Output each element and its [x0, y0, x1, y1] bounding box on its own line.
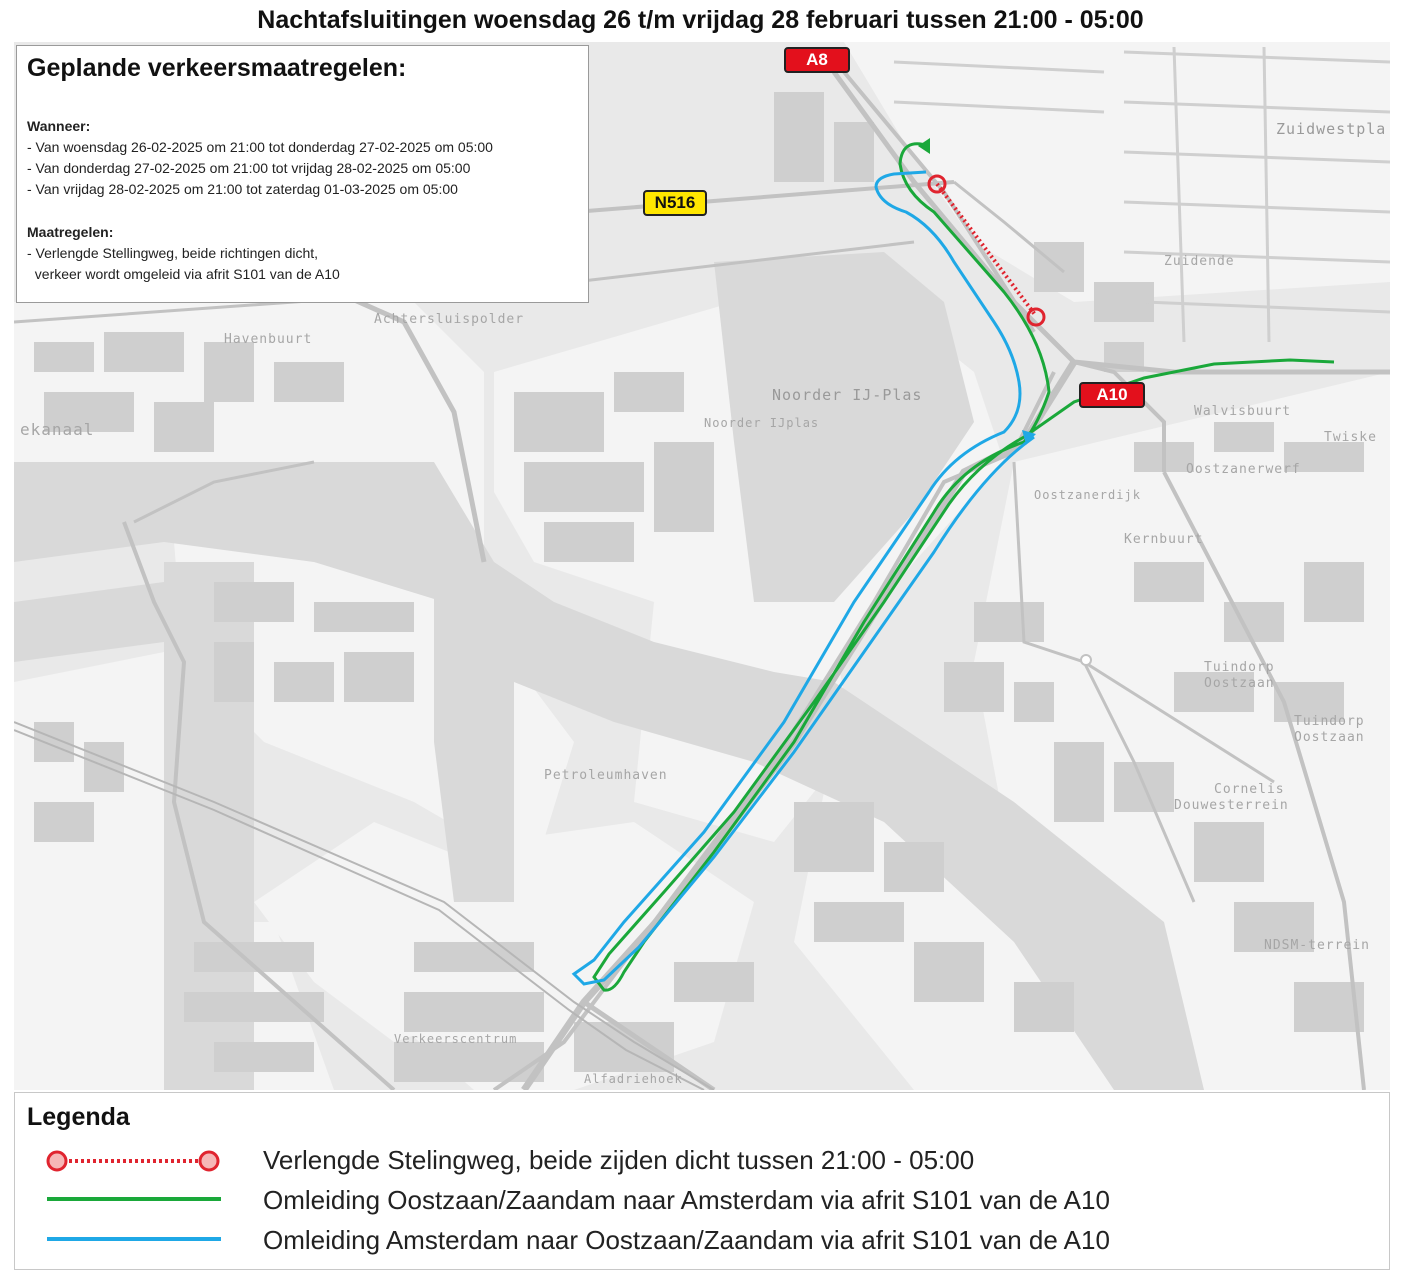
legend-item-green: [15, 1181, 1385, 1221]
legend-item-closure: [15, 1141, 1385, 1181]
place-label-havenbuurt: Havenbuurt: [224, 332, 313, 347]
road-shield-a10: A10: [1079, 382, 1145, 408]
page-title: Nachtafsluitingen woensdag 26 t/m vrijdag 28 februari tussen 21:00 - 05:00: [257, 6, 1144, 34]
place-label-noorder-ij-plas: Noorder IJ-Plas: [772, 386, 923, 404]
place-label-achtersluispolder: Achtersluispolder: [374, 312, 525, 327]
measures-label: Maatregelen:: [27, 224, 114, 240]
road-shield-n516: N516: [643, 190, 707, 216]
measures-item: verkeer wordt omgeleid via afrit S101 van de A10: [27, 266, 340, 282]
legend-label: Omleiding Oostzaan/Zaandam naar Amsterdam via afrit S101 van de A10: [263, 1185, 1110, 1215]
place-label-kanaal: ekanaal: [20, 420, 95, 439]
place-label-noorder-ijplas: Noorder IJplas: [704, 416, 820, 430]
place-label-zuidwestpla: Zuidwestpla: [1276, 120, 1387, 138]
info-panel: [16, 45, 589, 303]
legend-title: Legenda: [27, 1103, 130, 1131]
place-label-twiske: Twiske: [1324, 430, 1377, 445]
closure-symbol: [43, 1141, 233, 1181]
measures-item: - Verlengde Stellingweg, beide richtingen dicht,: [27, 245, 319, 261]
place-label-tuindorp: Tuindorp: [1204, 660, 1275, 675]
place-label-ndsm: NDSM-terrein: [1264, 938, 1370, 953]
green-line-symbol: [43, 1181, 233, 1221]
when-label: Wanneer:: [27, 118, 91, 134]
legend-label: Omleiding Amsterdam naar Oostzaan/Zaandam via afrit S101 van de A10: [263, 1225, 1110, 1255]
place-label-walvisbuurt: Walvisbuurt: [1194, 404, 1292, 419]
place-label-verkeerscentrum: Verkeerscentrum: [394, 1032, 518, 1046]
place-label-oostzanerwerf: Oostzanerwerf: [1186, 462, 1301, 477]
legend-item-blue: [15, 1221, 1385, 1261]
place-label-kernbuurt: Kernbuurt: [1124, 532, 1204, 547]
legend-label: Verlengde Stelingweg, beide zijden dicht tussen 21:00 - 05:00: [263, 1145, 975, 1175]
place-label-douwesterrein: Douwesterrein: [1174, 798, 1289, 813]
place-label-petroleumhaven: Petroleumhaven: [544, 768, 668, 783]
blue-line-symbol: [43, 1221, 233, 1261]
when-item: - Van vrijdag 28-02-2025 om 21:00 tot zaterdag 01-03-2025 om 05:00: [27, 181, 458, 197]
info-heading: Geplande verkeersmaatregelen:: [27, 54, 407, 82]
road-shield-a8: A8: [784, 47, 850, 73]
place-label-oostzanerdijk: Oostzanerdijk: [1034, 488, 1141, 502]
measures-section: [27, 222, 340, 285]
junction-dot: [1081, 655, 1091, 665]
legend-panel: [14, 1092, 1390, 1270]
when-item: - Van donderdag 27-02-2025 om 21:00 tot vrijdag 28-02-2025 om 05:00: [27, 160, 471, 176]
place-label-cornelis: Cornelis: [1214, 782, 1285, 797]
place-label-tuindorp-2: Tuindorp: [1294, 714, 1365, 729]
place-label-alfadriehoek: Alfadriehoek: [584, 1072, 683, 1086]
place-label-zuidende: Zuidende: [1164, 254, 1235, 269]
when-section: [27, 116, 493, 200]
when-item: - Van woensdag 26-02-2025 om 21:00 tot donderdag 27-02-2025 om 05:00: [27, 139, 493, 155]
place-label-oostzaan: Oostzaan: [1204, 676, 1275, 691]
place-label-oostzaan-2: Oostzaan: [1294, 730, 1365, 745]
